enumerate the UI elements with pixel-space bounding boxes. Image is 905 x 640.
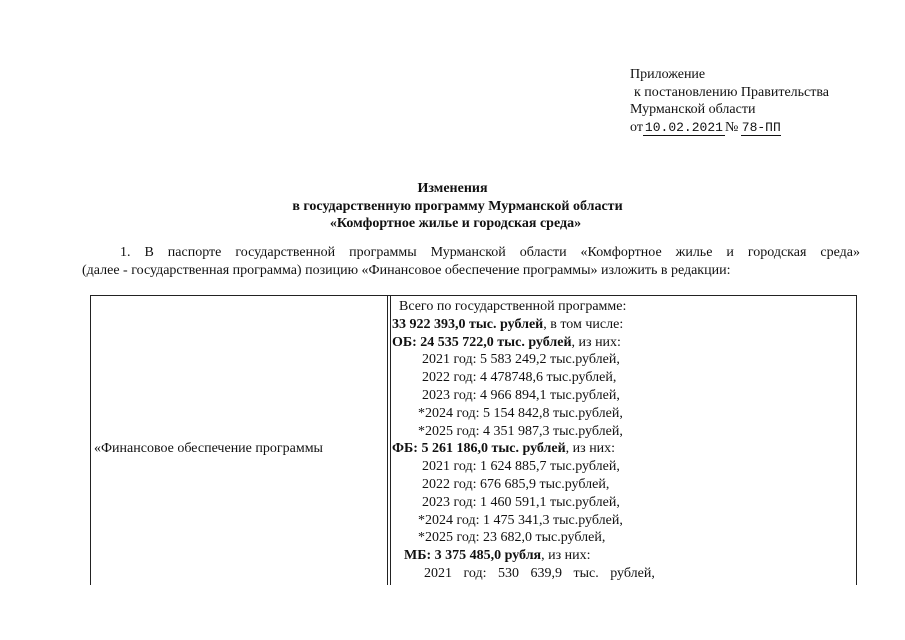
approval-date: 10.02.2021 [644, 119, 723, 135]
ob-2023-row: 2023 год: 4 966 894,1 тыс.рублей, [422, 387, 620, 403]
ob-row [392, 334, 852, 352]
document-title [0, 180, 905, 233]
total-amount: 33 922 393,0 тыс. рублей [392, 316, 544, 332]
number-prefix: № [724, 119, 739, 135]
financing-table [90, 295, 857, 585]
date-prefix: от [630, 119, 643, 135]
approval-line-resolution: к постановлению Правительства [634, 84, 830, 100]
title-line-1: Изменения [417, 181, 488, 196]
ob-2021-row: 2021 год: 5 583 249,2 тыс.рублей, [422, 352, 620, 368]
mb-row [392, 547, 852, 565]
fb-2022-row: 2022 год: 676 685,9 тыс.рублей, [422, 476, 610, 492]
fb-amount: ФБ: 5 261 186,0 тыс. рублей [392, 441, 566, 457]
fb-2023-row: 2023 год: 1 460 591,1 тыс.рублей, [422, 494, 620, 510]
mb-2021-row: 2021 год: 530 639,9 тыс. рублей, [424, 565, 655, 581]
approval-line-date [630, 119, 890, 137]
title-line-3: «Комфортное жилье и городская среда» [329, 216, 582, 231]
fb-2025-row: *2025 год: 23 682,0 тыс.рублей, [418, 530, 606, 546]
mb-suffix: , из них: [541, 548, 591, 564]
fb-row [392, 440, 852, 458]
intro-paragraph [82, 244, 860, 280]
ob-2022-row: 2022 год: 4 478748,6 тыс.рублей, [422, 370, 617, 386]
approval-block [630, 66, 890, 136]
approval-line-region: Мурманской области [630, 102, 756, 117]
approval-number: 78-ПП [741, 119, 781, 135]
fb-suffix: , из них: [565, 441, 616, 457]
paragraph-line-2: (далее - государственная программа) позицию «Финансовое обеспечение программы» изложить в редакции: [82, 263, 731, 278]
ob-2024-row: *2024 год: 5 154 842,8 тыс.рублей, [418, 405, 623, 421]
total-amount-suffix: , в том числе: [543, 316, 624, 332]
table-divider-inner [390, 296, 391, 585]
total-amount-row [392, 316, 852, 334]
table-divider [387, 296, 388, 585]
paragraph-line-1: 1. В паспорте государственной программы Мурманской области «Комфортное жилье и городская среда» [120, 245, 860, 260]
ob-suffix: , из них: [571, 334, 621, 350]
ob-2025-row: *2025 год: 4 351 987,3 тыс.рублей, [418, 423, 623, 439]
title-line-2: в государственную программу Мурманской области [292, 198, 623, 214]
fb-2024-row: *2024 год: 1 475 341,3 тыс.рублей, [418, 512, 623, 528]
fb-2021-row: 2021 год: 1 624 885,7 тыс.рублей, [422, 459, 620, 475]
financing-values-cell [392, 298, 852, 583]
total-header-row: Всего по государственной программе: [399, 299, 627, 314]
ob-amount: ОБ: 24 535 722,0 тыс. рублей [392, 334, 572, 350]
approval-line-appendix: Приложение [630, 67, 706, 82]
mb-amount: МБ: 3 375 485,0 рубля [404, 548, 542, 564]
financing-label-cell: «Финансовое обеспечение программы [94, 441, 323, 456]
